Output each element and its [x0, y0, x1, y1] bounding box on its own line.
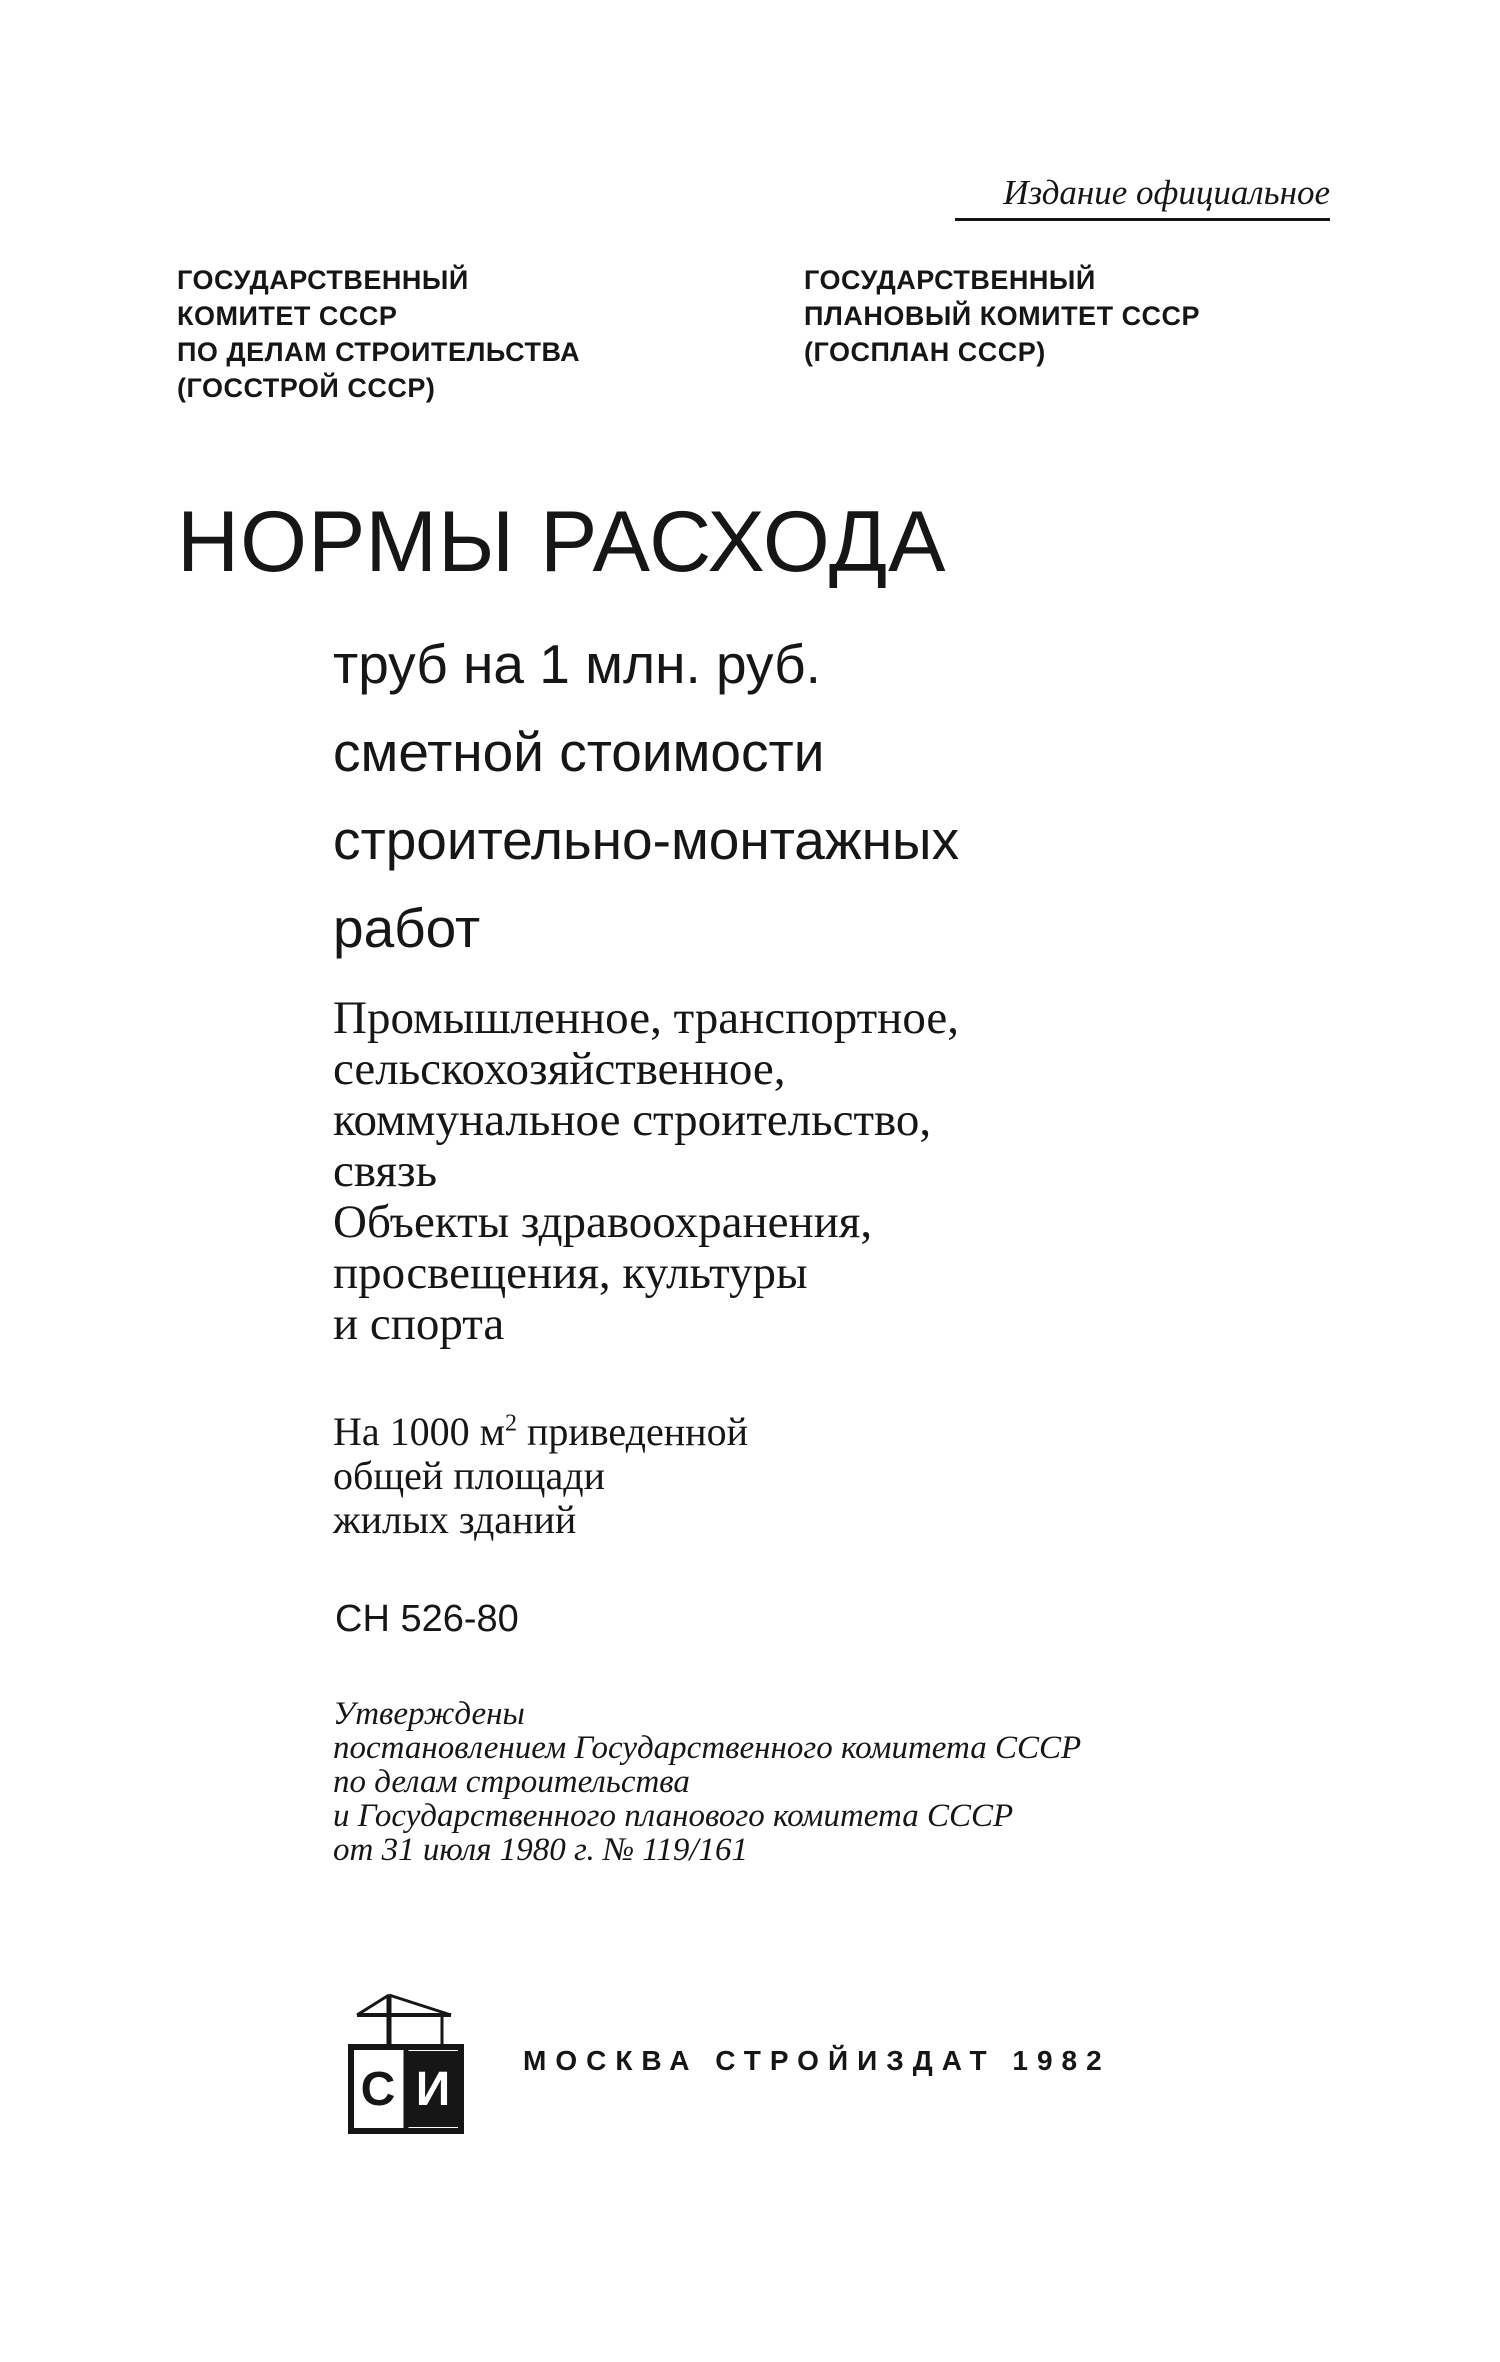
scope-block [333, 993, 959, 1350]
per-area-line: общей площади [333, 1453, 605, 1498]
subtitle-line: труб на 1 млн. руб. [333, 633, 821, 695]
document-subtitle [333, 620, 959, 972]
org-line: (ГОССТРОЙ СССР) [177, 373, 436, 403]
approval-block [333, 1697, 1081, 1867]
per-area-prefix: На 1000 м [333, 1409, 505, 1454]
per-area-suffix: приведенной [516, 1409, 748, 1454]
stroyizdat-logo-icon [347, 1985, 465, 2135]
scope-line: просвещения, культуры [333, 1247, 808, 1299]
scope-line: Промышленное, транспортное, [333, 992, 960, 1044]
approval-line: по делам строительства [333, 1764, 690, 1800]
approval-line: и Государственного планового комитета СССР [333, 1798, 1014, 1834]
org-line: ГОСУДАРСТВЕННЫЙ [177, 265, 469, 295]
approval-line: Утверждены [333, 1696, 525, 1732]
subtitle-line: работ [333, 897, 481, 959]
per-area-block [333, 1410, 748, 1542]
scope-line: и спорта [333, 1298, 505, 1350]
official-edition-label: Издание официальное [955, 172, 1330, 221]
approval-line: от 31 июля 1980 г. № 119/161 [333, 1832, 749, 1868]
document-title: НОРМЫ РАСХОДА [177, 494, 947, 590]
org-line: (ГОСПЛАН СССР) [804, 337, 1046, 367]
org-line: ПЛАНОВЫЙ КОМИТЕТ СССР [804, 301, 1201, 331]
per-area-line: жилых зданий [333, 1497, 577, 1542]
subtitle-line: строительно-монтажных [333, 809, 960, 871]
per-area-line [333, 1410, 748, 1454]
square-superscript: 2 [504, 1410, 517, 1437]
gosplan-organization [804, 262, 1404, 370]
logo-letter: С [360, 2063, 396, 2116]
org-line: КОМИТЕТ СССР [177, 301, 398, 331]
org-line: ПО ДЕЛАМ СТРОИТЕЛЬСТВА [177, 337, 581, 367]
scope-line: сельскохозяйственное, [333, 1043, 786, 1095]
org-line: ГОСУДАРСТВЕННЫЙ [804, 265, 1096, 295]
subtitle-line: сметной стоимости [333, 721, 825, 783]
standard-code: СН 526-80 [335, 1598, 519, 1640]
scope-line: связь [333, 1145, 438, 1197]
approval-line: постановлением Государственного комитета СССР [333, 1730, 1082, 1766]
scope-line: Объекты здравоохранения, [333, 1196, 873, 1248]
scope-line: коммунальное строительство, [333, 1094, 932, 1146]
logo-letter: И [415, 2063, 451, 2116]
publisher-imprint: МОСКВА СТРОЙИЗДАТ 1982 [523, 2045, 1111, 2076]
gosstroy-organization [177, 262, 757, 406]
